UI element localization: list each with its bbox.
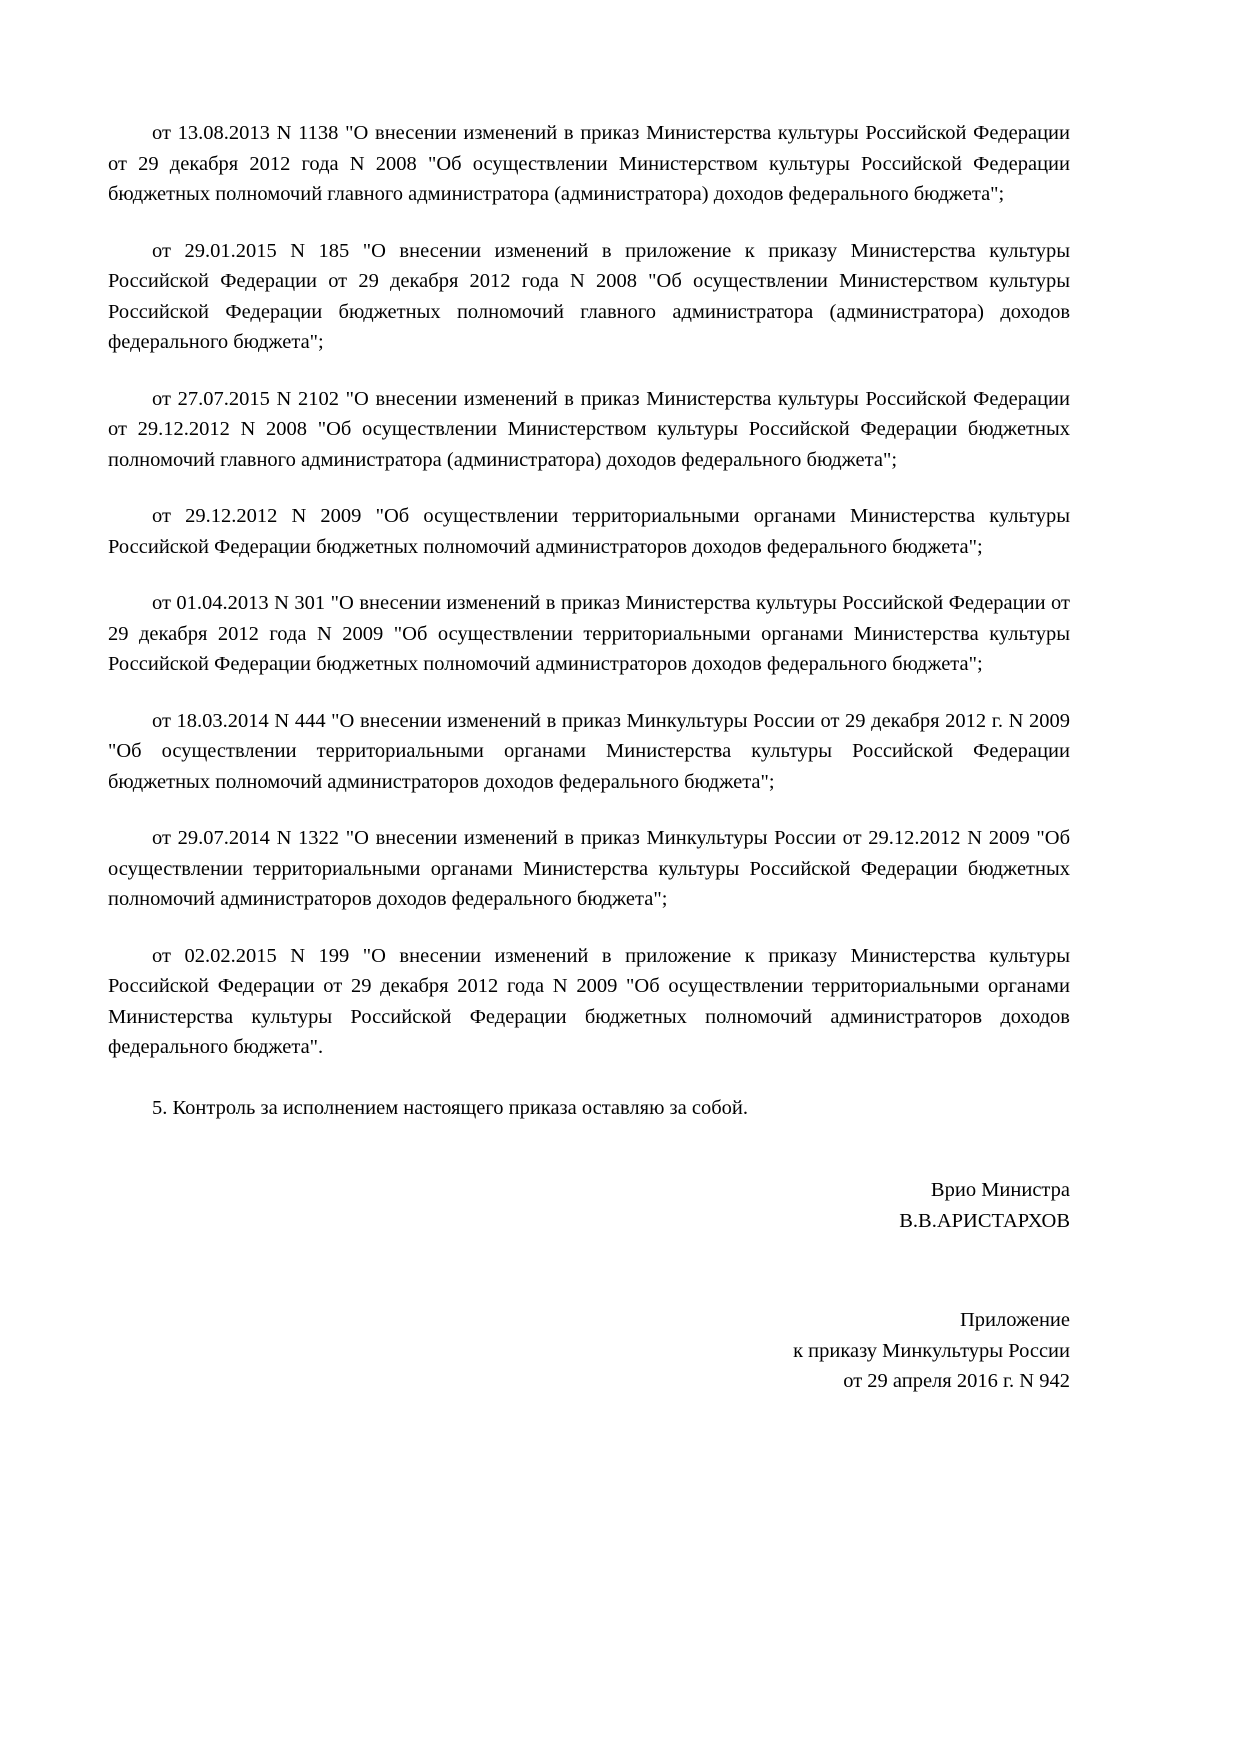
clause-5-control: 5. Контроль за исполнением настоящего приказа оставляю за собой. [152, 1096, 748, 1119]
appendix-label: Приложение [959, 1309, 1070, 1331]
paragraph-order-2102: от 27.07.2015 N 2102 "О внесении изменений в приказ Министерства культуры Российской Федерации от 29.12.2012 N 2008 "Об осуществлении Министерством культуры Российской Федерации бюджетных полномочий главного администратора (администратора) доходов федерального бюджета"; [108, 387, 1070, 471]
document-body [108, 118, 1070, 1236]
paragraph-order-185: от 29.01.2015 N 185 "О внесении изменений в приложение к приказу Министерства культуры Российской Федерации от 29 декабря 2012 года N 2008 "Об осуществлении Министерством культуры Российской Федерации бюджетных полномочий главного администратора (администратора) доходов федерального бюджета"; [108, 239, 1070, 353]
paragraph-order-199: от 02.02.2015 N 199 "О внесении изменений в приложение к приказу Министерства культуры Российской Федерации от 29 декабря 2012 года N 2009 "Об осуществлении территориальными органами Министерства культуры Российской Федерации бюджетных полномочий администраторов доходов федерального бюджета". [108, 944, 1070, 1058]
appendix-block [108, 1305, 1070, 1397]
paragraph-order-2009: от 29.12.2012 N 2009 "Об осуществлении территориальными органами Министерства культуры Российской Федерации бюджетных полномочий администраторов доходов федерального бюджета"; [108, 505, 1070, 558]
signatory-name: В.В.АРИСТАРХОВ [899, 1209, 1070, 1232]
appendix-order-date: от 29 апреля 2016 г. N 942 [843, 1370, 1070, 1392]
paragraph-order-1322: от 29.07.2014 N 1322 "О внесении изменений в приказ Минкультуры России от 29.12.2012 N 2009 "Об осуществлении территориальными органами Министерства культуры Российской Федерации бюджетных полномочий администраторов доходов федерального бюджета"; [108, 827, 1070, 910]
paragraph-order-1138: от 13.08.2013 N 1138 "О внесении изменений в приказ Министерства культуры Российской Федерации от 29 декабря 2012 года N 2008 "Об осуществлении Министерством культуры Российской Федерации бюджетных полномочий главного администратора (администратора) доходов федерального бюджета"; [108, 122, 1070, 205]
appendix-to-order: к приказу Минкультуры России [793, 1339, 1070, 1362]
signature-block [108, 1175, 1070, 1236]
paragraph-order-444: от 18.03.2014 N 444 "О внесении изменений в приказ Минкультуры России от 29 декабря 2012 г. N 2009 "Об осуществлении территориальными органами Министерства культуры Российской Федерации бюджетных полномочий администраторов доходов федерального бюджета"; [108, 709, 1070, 793]
signatory-title: Врио Министра [930, 1179, 1070, 1201]
paragraph-order-301: от 01.04.2013 N 301 "О внесении изменений в приказ Министерства культуры Российской Федерации от 29 декабря 2012 года N 2009 "Об осуществлении территориальными органами Министерства культуры Российской Федерации бюджетных полномочий администраторов доходов федерального бюджета"; [108, 592, 1070, 675]
